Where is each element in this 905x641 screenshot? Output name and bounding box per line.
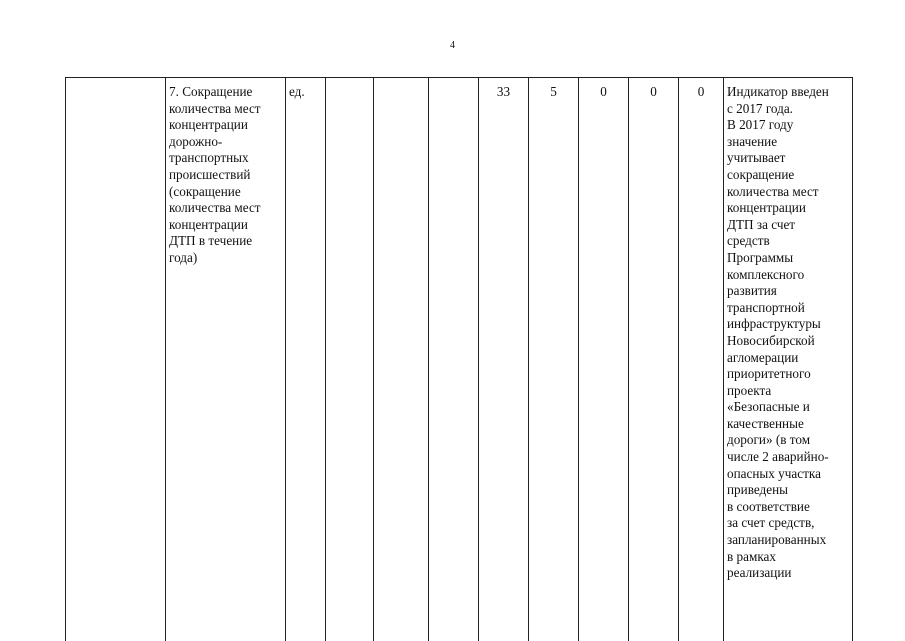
indicator-name-line: 7. Сокращение bbox=[169, 84, 253, 99]
indicator-name-line: количества мест bbox=[169, 200, 261, 216]
comment-line: Новосибирской bbox=[727, 332, 815, 348]
cell-empty-3 bbox=[325, 78, 373, 641]
cell-empty-0 bbox=[65, 78, 165, 641]
indicator-table bbox=[65, 77, 853, 640]
comment-line: инфраструктуры bbox=[727, 316, 821, 332]
comment-line: проекта bbox=[727, 382, 772, 398]
value-text: 0 bbox=[600, 84, 607, 99]
indicator-name-line: происшествий bbox=[169, 166, 251, 182]
value-text: 33 bbox=[496, 84, 511, 99]
comment-line: учитывает bbox=[727, 150, 786, 166]
comment-line: приоритетного bbox=[727, 366, 811, 382]
comment-line: значение bbox=[727, 133, 778, 149]
comment-line: реализации bbox=[727, 565, 792, 581]
comment-line: за счет средств, bbox=[727, 515, 815, 531]
value-text: 0 bbox=[650, 84, 657, 99]
indicator-name-line: концентрации bbox=[169, 117, 248, 133]
indicator-name-line: (сокращение bbox=[169, 183, 241, 199]
indicator-name-line: года) bbox=[169, 249, 198, 265]
comment-line: комплексного bbox=[727, 266, 805, 282]
comment-line: транспортной bbox=[727, 299, 805, 315]
comment-line: опасных участка bbox=[727, 465, 821, 481]
cell-indicator-name bbox=[165, 78, 285, 641]
comment-line: в рамках bbox=[727, 548, 776, 564]
comment-line: дороги» (в том bbox=[727, 432, 811, 448]
comment-line: количества мест bbox=[727, 183, 819, 199]
unit-text: ед. bbox=[289, 84, 305, 99]
comment-line: запланированных bbox=[727, 532, 827, 548]
comment-line: числе 2 аварийно- bbox=[727, 449, 829, 465]
value-text: 0 bbox=[697, 84, 705, 99]
cell-empty-5 bbox=[428, 78, 478, 641]
comment-line: Индикатор введен bbox=[727, 84, 829, 99]
comment-line: в соответствие bbox=[727, 498, 810, 514]
comment-line: сокращение bbox=[727, 166, 795, 182]
comment-line: качественные bbox=[727, 415, 804, 431]
comment-line: Программы bbox=[727, 249, 794, 265]
comment-line: концентрации bbox=[727, 200, 806, 216]
comment-line: ДТП за счет bbox=[727, 216, 796, 232]
cell-empty-4 bbox=[373, 78, 428, 641]
comment-line: В 2017 году bbox=[727, 117, 794, 133]
value-text: 5 bbox=[550, 84, 557, 99]
cell-value-7 bbox=[528, 78, 578, 641]
cell-value-8 bbox=[578, 78, 628, 641]
comment-line: с 2017 года. bbox=[727, 100, 793, 116]
cell-unit bbox=[285, 78, 325, 641]
indicator-name-line: количества мест bbox=[169, 100, 261, 116]
cell-value-10 bbox=[678, 78, 723, 641]
comment-line: приведены bbox=[727, 482, 789, 498]
comment-line: агломерации bbox=[727, 349, 799, 365]
comment-line: средств bbox=[727, 233, 770, 249]
comment-line: развития bbox=[727, 283, 777, 299]
indicator-name-line: концентрации bbox=[169, 216, 248, 232]
indicator-name-line: транспортных bbox=[169, 150, 249, 166]
cell-value-6 bbox=[478, 78, 528, 641]
cell-value-9 bbox=[628, 78, 678, 641]
indicator-name-line: дорожно- bbox=[169, 133, 223, 149]
indicator-name-line: ДТП в течение bbox=[169, 233, 253, 249]
cell-comment bbox=[723, 78, 853, 641]
comment-line: «Безопасные и bbox=[727, 399, 810, 415]
page-number: 4 bbox=[450, 40, 455, 51]
